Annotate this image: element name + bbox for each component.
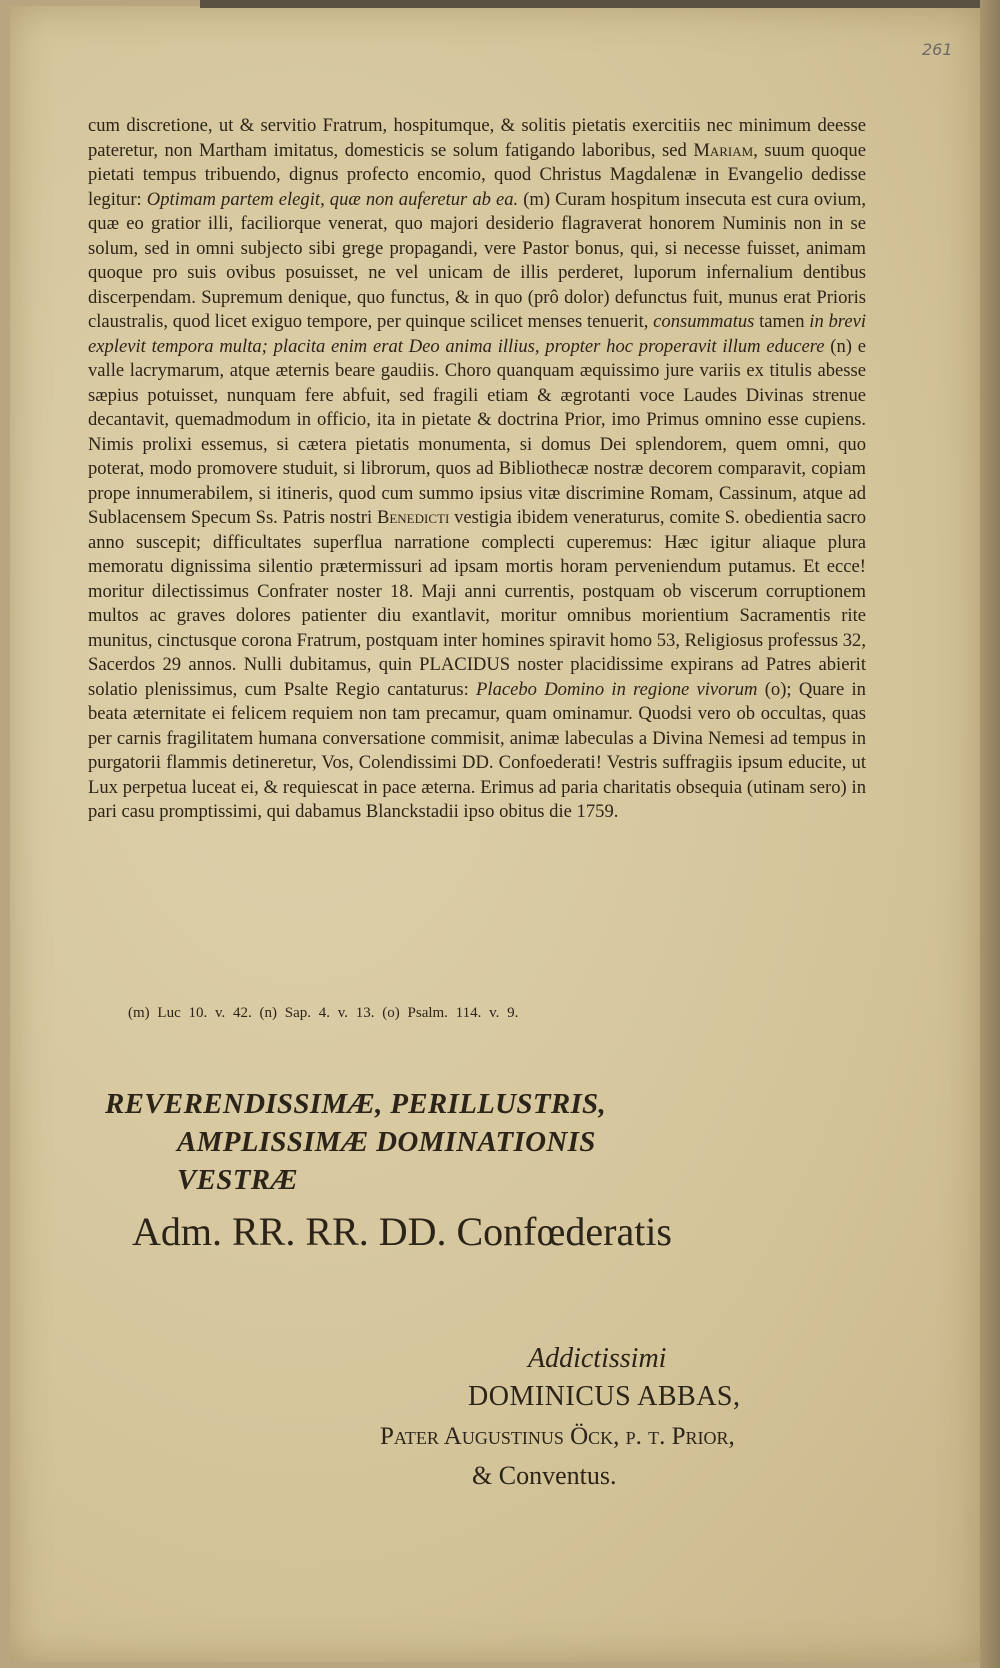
- addressee-line: Adm. RR. RR. DD. Confœderatis: [132, 1209, 672, 1254]
- signoff-abbas: DOMINICUS ABBAS,: [468, 1381, 741, 1412]
- closing-line-3: VESTRÆ: [177, 1164, 299, 1196]
- body-paragraph-text: cum discretione, ut & servitio Fratrum, hospitumque, & solitis pietatis exercitiis nec minimum deesse pateretur, non Martham imitatus, domesticis se solum fatigando laboribus, sed Mariam, suum quoque pietati tempus tribuendo, dignus profecto encomio, quod Christus Magdalenæ in Evangelio dedisse legitur: Optimam partem elegit, quæ non auferetur ab ea. (m) Curam hospitum insecuta est cura ovium, quæ eo gratior illi, faciliorque venerat, quo majori desiderio flagraverat honorem Numinis non in se solum, sed in omni subjecto sibi grege propagandi, vere Pastor bonus, qui, si necesse fuisset, animam quoque pro suis ovibus posuisset, ne vel unicam de illis perderet, luporum infernalium dentibus discerpendam. Supremum denique, quo functus, & in quo (prô dolor) defunctus fuit, munus erat Prioris claustralis, quod licet exiguo tempore, per quinque scilicet menses tenuerit, consummatus tamen in brevi explevit tempora multa; placita enim erat Deo anima illius, propter hoc properavit illum educere (n) e valle lacrymarum, atque æternis beare gaudiis. Choro quanquam æquissimo jure variis ex titulis abesse sæpius potuisset, nunquam fere abfuit, sed fragili etiam & ægrotanti voce Laudes Divinas strenue decantavit, quemadmodum in officio, ita in pietate & doctrina Prior, imo Primus omnino esse cupiens. Nimis prolixi essemus, si cætera pietatis monumenta, si domus Dei splendorem, quem omni, quo poterat, modo promovere studuit, si librorum, quos ad Bibliothecæ nostræ decorem comparavit, copiam prope innumerabilem, si itineris, quod cum summo ipsius vitæ discrimine Romam, Cassinum, atque ad Sublacensem Specum Ss. Patris nostri Benedicti vestigia ibidem veneraturus, comite S. obedientia sacro anno suscepit; difficultates superflua narratione complecti cuperemus: Hæc igitur aliaque plura memoratu dignissima silentio prætermissuri ad ipsam mortis horam perveniendum putamus. Et ecce! moritur dilectissimus Confrater noster 18. Maji anni currentis, postquam ob viscerum corruptionem multos ac graves dolores patienter diu exantlavit, moritur omnibus morientium Sacramentis rite munitus, cinctusque corona Fratrum, postquam inter homines spiravit homo 53, Religiosus professus 32, Sacerdos 29 annos. Nulli dubitamus, quin PLACIDUS noster placidissime expirans ad Patres abierit solatio plenissimus, cum Psalte Regio cantaturus: Placebo Domino in regione vivorum (o); Quare in beata æternitate ei felicem requiem non tam precamur, quam ominamur. Quodsi vero ob occultas, quas per carnis fragilitatem humana conversatione commisit, animæ labeculas a Divina Nemesi ad tempus in purgatorii flammis detineretur, Vos, Colendissimi DD. Confoederati! Vestris suffragiis ipsum educite, ut Lux perpetua luceat ei, & requiescat in pace æterna. Erimus ad paria charitatis obsequia (utinam sero) in pari casu promptissimi, qui dabamus Blanckstadii ipso obitus die 1759.: [88, 115, 867, 822]
- signature-block: [380, 1343, 741, 1491]
- footnotes: (m) Luc 10. v. 42. (n) Sap. 4. v. 13. (o) Psalm. 114. v. 9.: [128, 1005, 519, 1021]
- page-top-edge: [200, 0, 980, 8]
- signoff-prior: Pater Augustinus Öck, p. t. Prior,: [380, 1423, 735, 1450]
- closing-line-2: AMPLISSIMÆ DOMINATIONIS: [177, 1126, 596, 1158]
- signoff-addictissimi: Addictissimi: [528, 1343, 667, 1374]
- body-paragraph: [88, 114, 866, 825]
- signoff-conventus: & Conventus.: [472, 1461, 617, 1490]
- closing-salutation: [105, 1085, 606, 1199]
- folio-number: 261: [922, 40, 953, 59]
- page-right-edge: [980, 0, 1000, 1668]
- closing-line-1: REVERENDISSIMÆ, PERILLUSTRIS,: [105, 1088, 607, 1120]
